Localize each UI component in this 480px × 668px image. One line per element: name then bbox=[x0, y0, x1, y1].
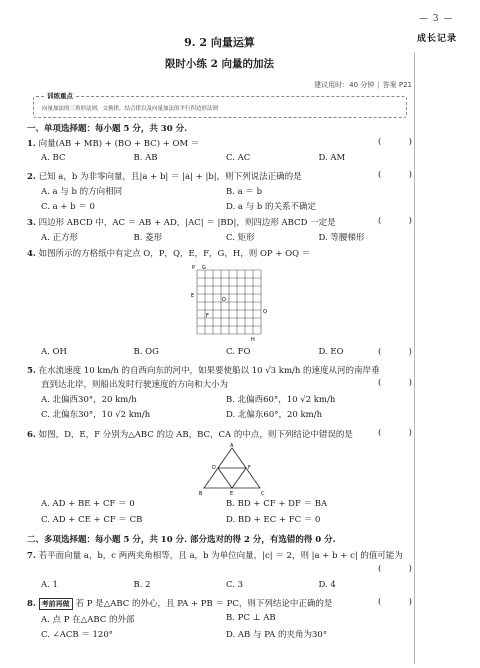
option-a[interactable]: A. 正方形 bbox=[41, 233, 79, 243]
answer-paren[interactable]: ( ) bbox=[378, 137, 412, 147]
option-a[interactable]: A. AD + BE + CF ＝ 0 bbox=[41, 499, 135, 509]
question-4: 4. 如图所示的方格纸中有定点 O，P，Q，E，F，G，H，则 OP + OQ ＝ bbox=[27, 249, 311, 259]
label-q: Q bbox=[263, 309, 267, 315]
label-f: F bbox=[206, 313, 209, 319]
option-d[interactable]: D. 北偏东60°，20 km/h bbox=[226, 410, 323, 420]
option-b[interactable]: B. 菱形 bbox=[133, 233, 163, 243]
page-number: — 3 — bbox=[419, 14, 454, 24]
section-title: 9. 2 向量运算 bbox=[184, 36, 255, 49]
question-3-text: 四边形 ABCD 中，AC ＝ AB + AD，|AC| ＝ |BD|，则四边形 ABCD 一定是 bbox=[38, 218, 336, 228]
key-points-box bbox=[33, 92, 407, 118]
answer-paren[interactable]: ( ) bbox=[378, 564, 412, 574]
option-c[interactable]: C. a + b ＝ 0 bbox=[41, 202, 95, 212]
option-a[interactable]: A. BC bbox=[41, 153, 66, 163]
review-tag: 考前再做 bbox=[39, 598, 73, 610]
option-d[interactable]: D. EO bbox=[318, 347, 344, 357]
option-c[interactable]: C. FO bbox=[226, 347, 251, 357]
question-5-options-row2 bbox=[41, 408, 411, 420]
key-points-label: 训练重点 bbox=[44, 91, 76, 100]
option-d[interactable]: D. a 与 b 的关系不确定 bbox=[226, 202, 317, 212]
label-p: P bbox=[192, 265, 196, 271]
question-7: 7. 若平面向量 a，b，c 两两夹角相等，且 a，b 为单位向量，|c| ＝ 2，则 |a + b + c| 的值可能为 bbox=[27, 551, 403, 561]
label-c: C bbox=[261, 491, 265, 496]
option-c[interactable]: C. 北偏东30°，10 √2 km/h bbox=[41, 410, 151, 420]
option-a[interactable]: A. 1 bbox=[41, 580, 58, 590]
question-1: 1. 向量(AB + MB) + (BO + BC) + OM ＝ bbox=[27, 139, 200, 149]
option-a[interactable]: A. OH bbox=[41, 347, 67, 357]
question-6-options-row2 bbox=[41, 513, 411, 525]
question-6-text: 如图，D，E，F 分别为△ABC 的边 AB，BC，CA 的中点，则下列结论中错误的是 bbox=[38, 430, 353, 440]
option-b[interactable]: B. 2 bbox=[133, 580, 151, 590]
question-4-text: 如图所示的方格纸中有定点 O，P，Q，E，F，G，H，则 OP + OQ ＝ bbox=[38, 249, 311, 259]
meta-info: 建议用时：40 分钟 | 答案 P21 bbox=[314, 81, 412, 89]
question-6-options-row1 bbox=[41, 497, 411, 509]
option-d[interactable]: D. AM bbox=[318, 153, 346, 163]
option-b[interactable]: B. 北偏西60°，10 √2 km/h bbox=[226, 395, 336, 405]
question-2-options-row1 bbox=[41, 185, 411, 197]
label-b: B bbox=[199, 491, 203, 496]
option-b[interactable]: B. OG bbox=[133, 347, 159, 357]
section1-title: 一、单项选择题：每小题 5 分，共 30 分. bbox=[27, 124, 188, 134]
question-5-options-row1 bbox=[41, 393, 411, 405]
grid-figure bbox=[191, 262, 273, 342]
option-a[interactable]: A. a 与 b 的方向相同 bbox=[41, 187, 123, 197]
answer-paren[interactable]: ( ) bbox=[378, 597, 412, 607]
option-d[interactable]: D. BD + EC + FC ＝ 0 bbox=[226, 515, 321, 525]
answer-paren[interactable]: ( ) bbox=[378, 347, 412, 357]
question-6: 6. 如图，D，E，F 分别为△ABC 的边 AB，BC，CA 的中点，则下列结论中错误的是 bbox=[27, 430, 353, 440]
option-b[interactable]: B. BD + CF + DF ＝ BA bbox=[226, 499, 328, 509]
label-e: E bbox=[191, 293, 195, 299]
answer-paren[interactable]: ( ) bbox=[378, 378, 412, 388]
option-c[interactable]: C. 矩形 bbox=[226, 233, 255, 243]
option-a[interactable]: A. 点 P 在△ABC 的外部 bbox=[41, 615, 135, 625]
answer-paren[interactable]: ( ) bbox=[378, 170, 412, 180]
label-o: O bbox=[222, 297, 226, 303]
question-5: 5. 在水流速度 10 km/h 的自西向东的河中，如果要使船以 10 √3 km/h 的速度从河的南岸垂 bbox=[27, 366, 380, 376]
question-1-options bbox=[41, 153, 411, 163]
suggested-time: 建议用时：40 分钟 bbox=[314, 81, 375, 89]
option-a[interactable]: A. 北偏西30°，20 km/h bbox=[41, 395, 137, 405]
option-d[interactable]: D. AB 与 PA 的夹角为30° bbox=[226, 630, 328, 640]
option-b[interactable]: B. AB bbox=[133, 153, 158, 163]
option-b[interactable]: B. a ＝ b bbox=[226, 187, 263, 197]
option-c[interactable]: C. AC bbox=[226, 153, 251, 163]
question-1-text: 向量(AB + MB) + (BO + BC) + OM ＝ bbox=[38, 139, 200, 149]
option-b[interactable]: B. PC ⊥ AB bbox=[226, 613, 276, 623]
question-8: 8. 考前再做 若 P 是△ABC 的外心，且 PA + PB ＝ PC，则下列结论中正确的是 bbox=[27, 599, 333, 609]
answer-page: 答案 P21 bbox=[382, 81, 412, 89]
option-d[interactable]: D. 等腰梯形 bbox=[318, 233, 365, 243]
question-7-options bbox=[41, 580, 411, 590]
section2-title: 二、多项选择题：每小题 5 分，共 10 分. 部分选对的得 2 分，有选错的得 0 分. bbox=[27, 535, 336, 545]
question-2-text: 已知 a，b 为非零向量，且|a + b| ＝ |a| + |b|，则下列说法正确的是 bbox=[38, 172, 302, 182]
option-c[interactable]: C. AD + CE + CF ＝ CB bbox=[41, 515, 143, 525]
triangle-figure bbox=[198, 442, 270, 496]
lesson-title: 限时小练 2 向量的加法 bbox=[164, 58, 275, 70]
question-7-text: 若平面向量 a，b，c 两两夹角相等，且 a，b 为单位向量，|c| ＝ 2，则 |a + b + c| 的值可能为 bbox=[38, 551, 403, 561]
side-divider bbox=[414, 52, 415, 664]
side-column-title: 成长记录 bbox=[417, 34, 458, 44]
answer-paren[interactable]: ( ) bbox=[378, 428, 412, 438]
key-points-text: 向量加法的三角形法则，交换律，结合律以及向量加法的平行四边形法则 bbox=[42, 106, 219, 112]
label-g: G bbox=[202, 265, 206, 271]
question-2-options-row2 bbox=[41, 200, 411, 212]
question-2: 2. 已知 a，b 为非零向量，且|a + b| ＝ |a| + |b|，则下列说法正确的是 bbox=[27, 172, 302, 182]
question-5-text-cont: 直到达北岸，则船出发时行驶速度的方向和大小为 bbox=[41, 380, 229, 390]
question-5-text: 在水流速度 10 km/h 的自西向东的河中，如果要使船以 10 √3 km/h 的速度从河的南岸垂 bbox=[38, 366, 380, 376]
option-d[interactable]: D. 4 bbox=[318, 580, 336, 590]
question-3: 3. 四边形 ABCD 中，AC ＝ AB + AD，|AC| ＝ |BD|，则四边形 ABCD 一定是 bbox=[27, 218, 336, 228]
question-8-options-row2 bbox=[41, 628, 411, 640]
label-d: D bbox=[212, 465, 216, 471]
label-e: E bbox=[230, 491, 234, 496]
label-f: F bbox=[248, 465, 251, 471]
label-a: A bbox=[230, 443, 234, 449]
question-8-text: 若 P 是△ABC 的外心，且 PA + PB ＝ PC，则下列结论中正确的是 bbox=[75, 599, 333, 609]
label-h: H bbox=[251, 337, 255, 342]
option-c[interactable]: C. 3 bbox=[226, 580, 244, 590]
question-3-options bbox=[41, 231, 411, 243]
option-c[interactable]: C. ∠ACB ＝ 120° bbox=[41, 630, 113, 640]
answer-paren[interactable]: ( ) bbox=[378, 216, 412, 226]
question-4-options bbox=[41, 347, 411, 357]
question-8-options-row1 bbox=[41, 613, 411, 625]
